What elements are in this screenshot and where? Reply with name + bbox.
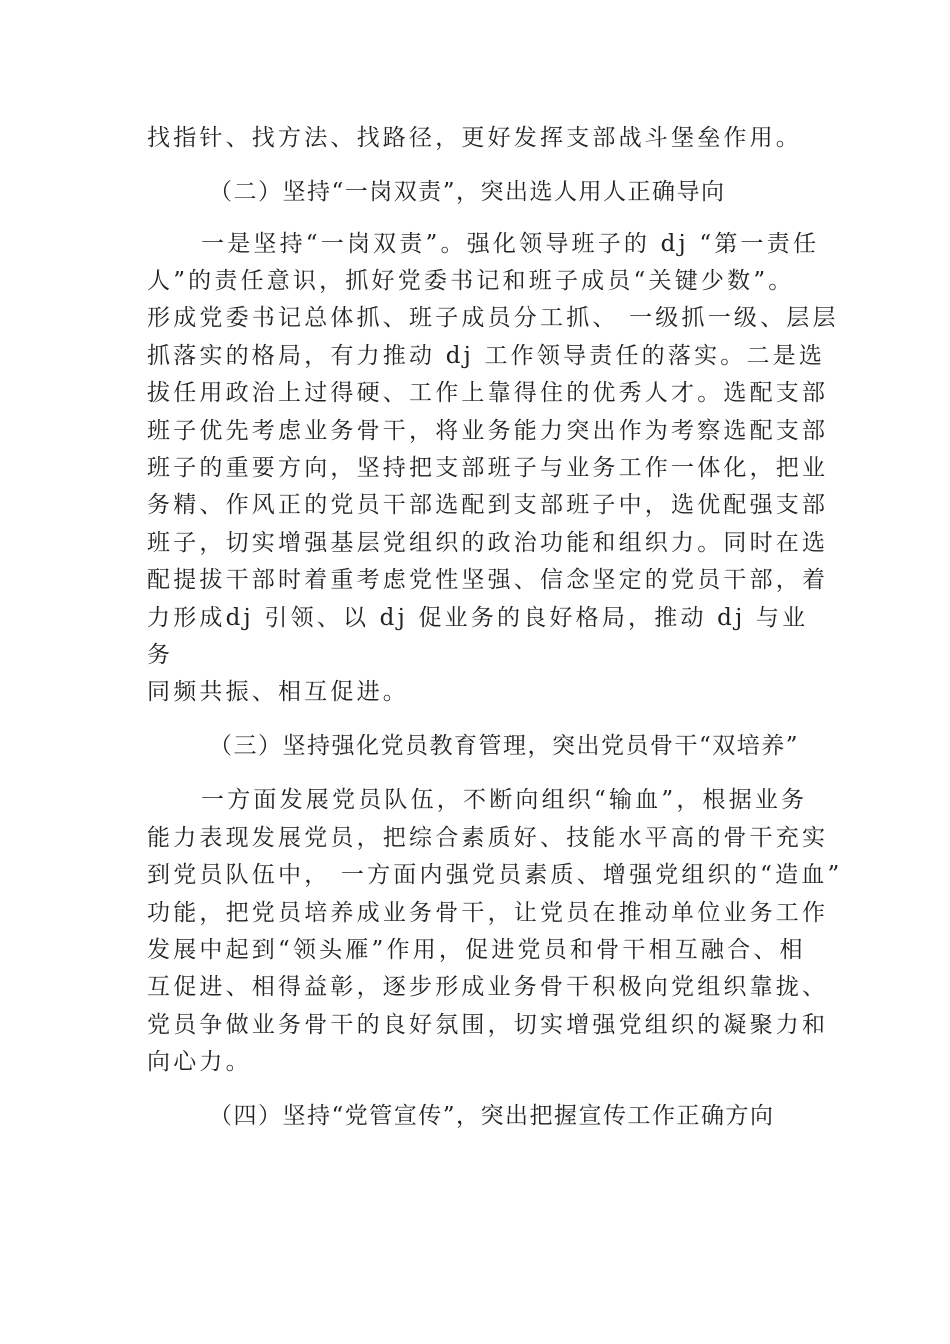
paragraph-line: 班子优先考虑业务骨干，将业务能力突出作为考察选配支部 — [147, 418, 829, 444]
paragraph-line: 班子的重要方向，坚持把支部班子与业务工作一体化，把业 — [147, 455, 829, 481]
paragraph-line: 力形成dj 引领、以 dj 促业务的良好格局，推动 dj 与业 — [147, 605, 809, 631]
paragraph-line: 党员争做业务骨干的良好氛围，切实增强党组织的凝聚力和 — [147, 1012, 829, 1038]
paragraph-line: 一方面发展党员队伍，不断向组织“输血”，根据业务 — [201, 787, 808, 813]
paragraph-line: 拔任用政治上过得硬、工作上靠得住的优秀人才。选配支部 — [147, 380, 829, 406]
paragraph-line: 能力表现发展党员，把综合素质好、技能水平高的骨干充实 — [147, 825, 829, 851]
paragraph-line: 向心力。 — [147, 1049, 252, 1075]
paragraph-line: 形成党委书记总体抓、班子成员分工抓、 一级抓一级、层层 — [147, 305, 839, 331]
paragraph-line: 互促进、相得益彰，逐步形成业务骨干积极向党组织靠拢、 — [147, 974, 829, 1000]
paragraph-line: 同频共振、相互促进。 — [147, 679, 409, 705]
paragraph-line: 找指针、找方法、找路径，更好发挥支部战斗堡垒作用。 — [147, 125, 802, 151]
section-heading-4: （四）坚持“党管宣传”，突出把握宣传工作正确方向 — [209, 1103, 775, 1129]
paragraph-line: 务精、作风正的党员干部选配到支部班子中，选优配强支部 — [147, 492, 829, 518]
paragraph-line: 配提拔干部时着重考虑党性坚强、信念坚定的党员干部，着 — [147, 567, 829, 593]
paragraph-line: 功能，把党员培养成业务骨干，让党员在推动单位业务工作 — [147, 900, 829, 926]
paragraph-line: 发展中起到“领头雁”作用，促进党员和骨干相互融合、相 — [147, 937, 806, 963]
paragraph-line: 一是坚持“一岗双责”。强化领导班子的 dj “第一责任 — [201, 231, 820, 257]
paragraph-line: 抓落实的格局，有力推动 dj 工作领导责任的落实。二是选 — [147, 343, 826, 369]
paragraph-line: 到党员队伍中， 一方面内强党员素质、增强党组织的“造血” — [147, 862, 843, 888]
section-heading-3: （三）坚持强化党员教育管理，突出党员骨干“双培养” — [209, 733, 800, 759]
paragraph-line: 班子，切实增强基层党组织的政治功能和组织力。同时在选 — [147, 530, 829, 556]
section-heading-2: （二）坚持“一岗双责”，突出选人用人正确导向 — [209, 179, 726, 205]
paragraph-line: 人”的责任意识，抓好党委书记和班子成员“关键少数”。 — [147, 268, 795, 294]
paragraph-line: 务 — [147, 642, 174, 668]
